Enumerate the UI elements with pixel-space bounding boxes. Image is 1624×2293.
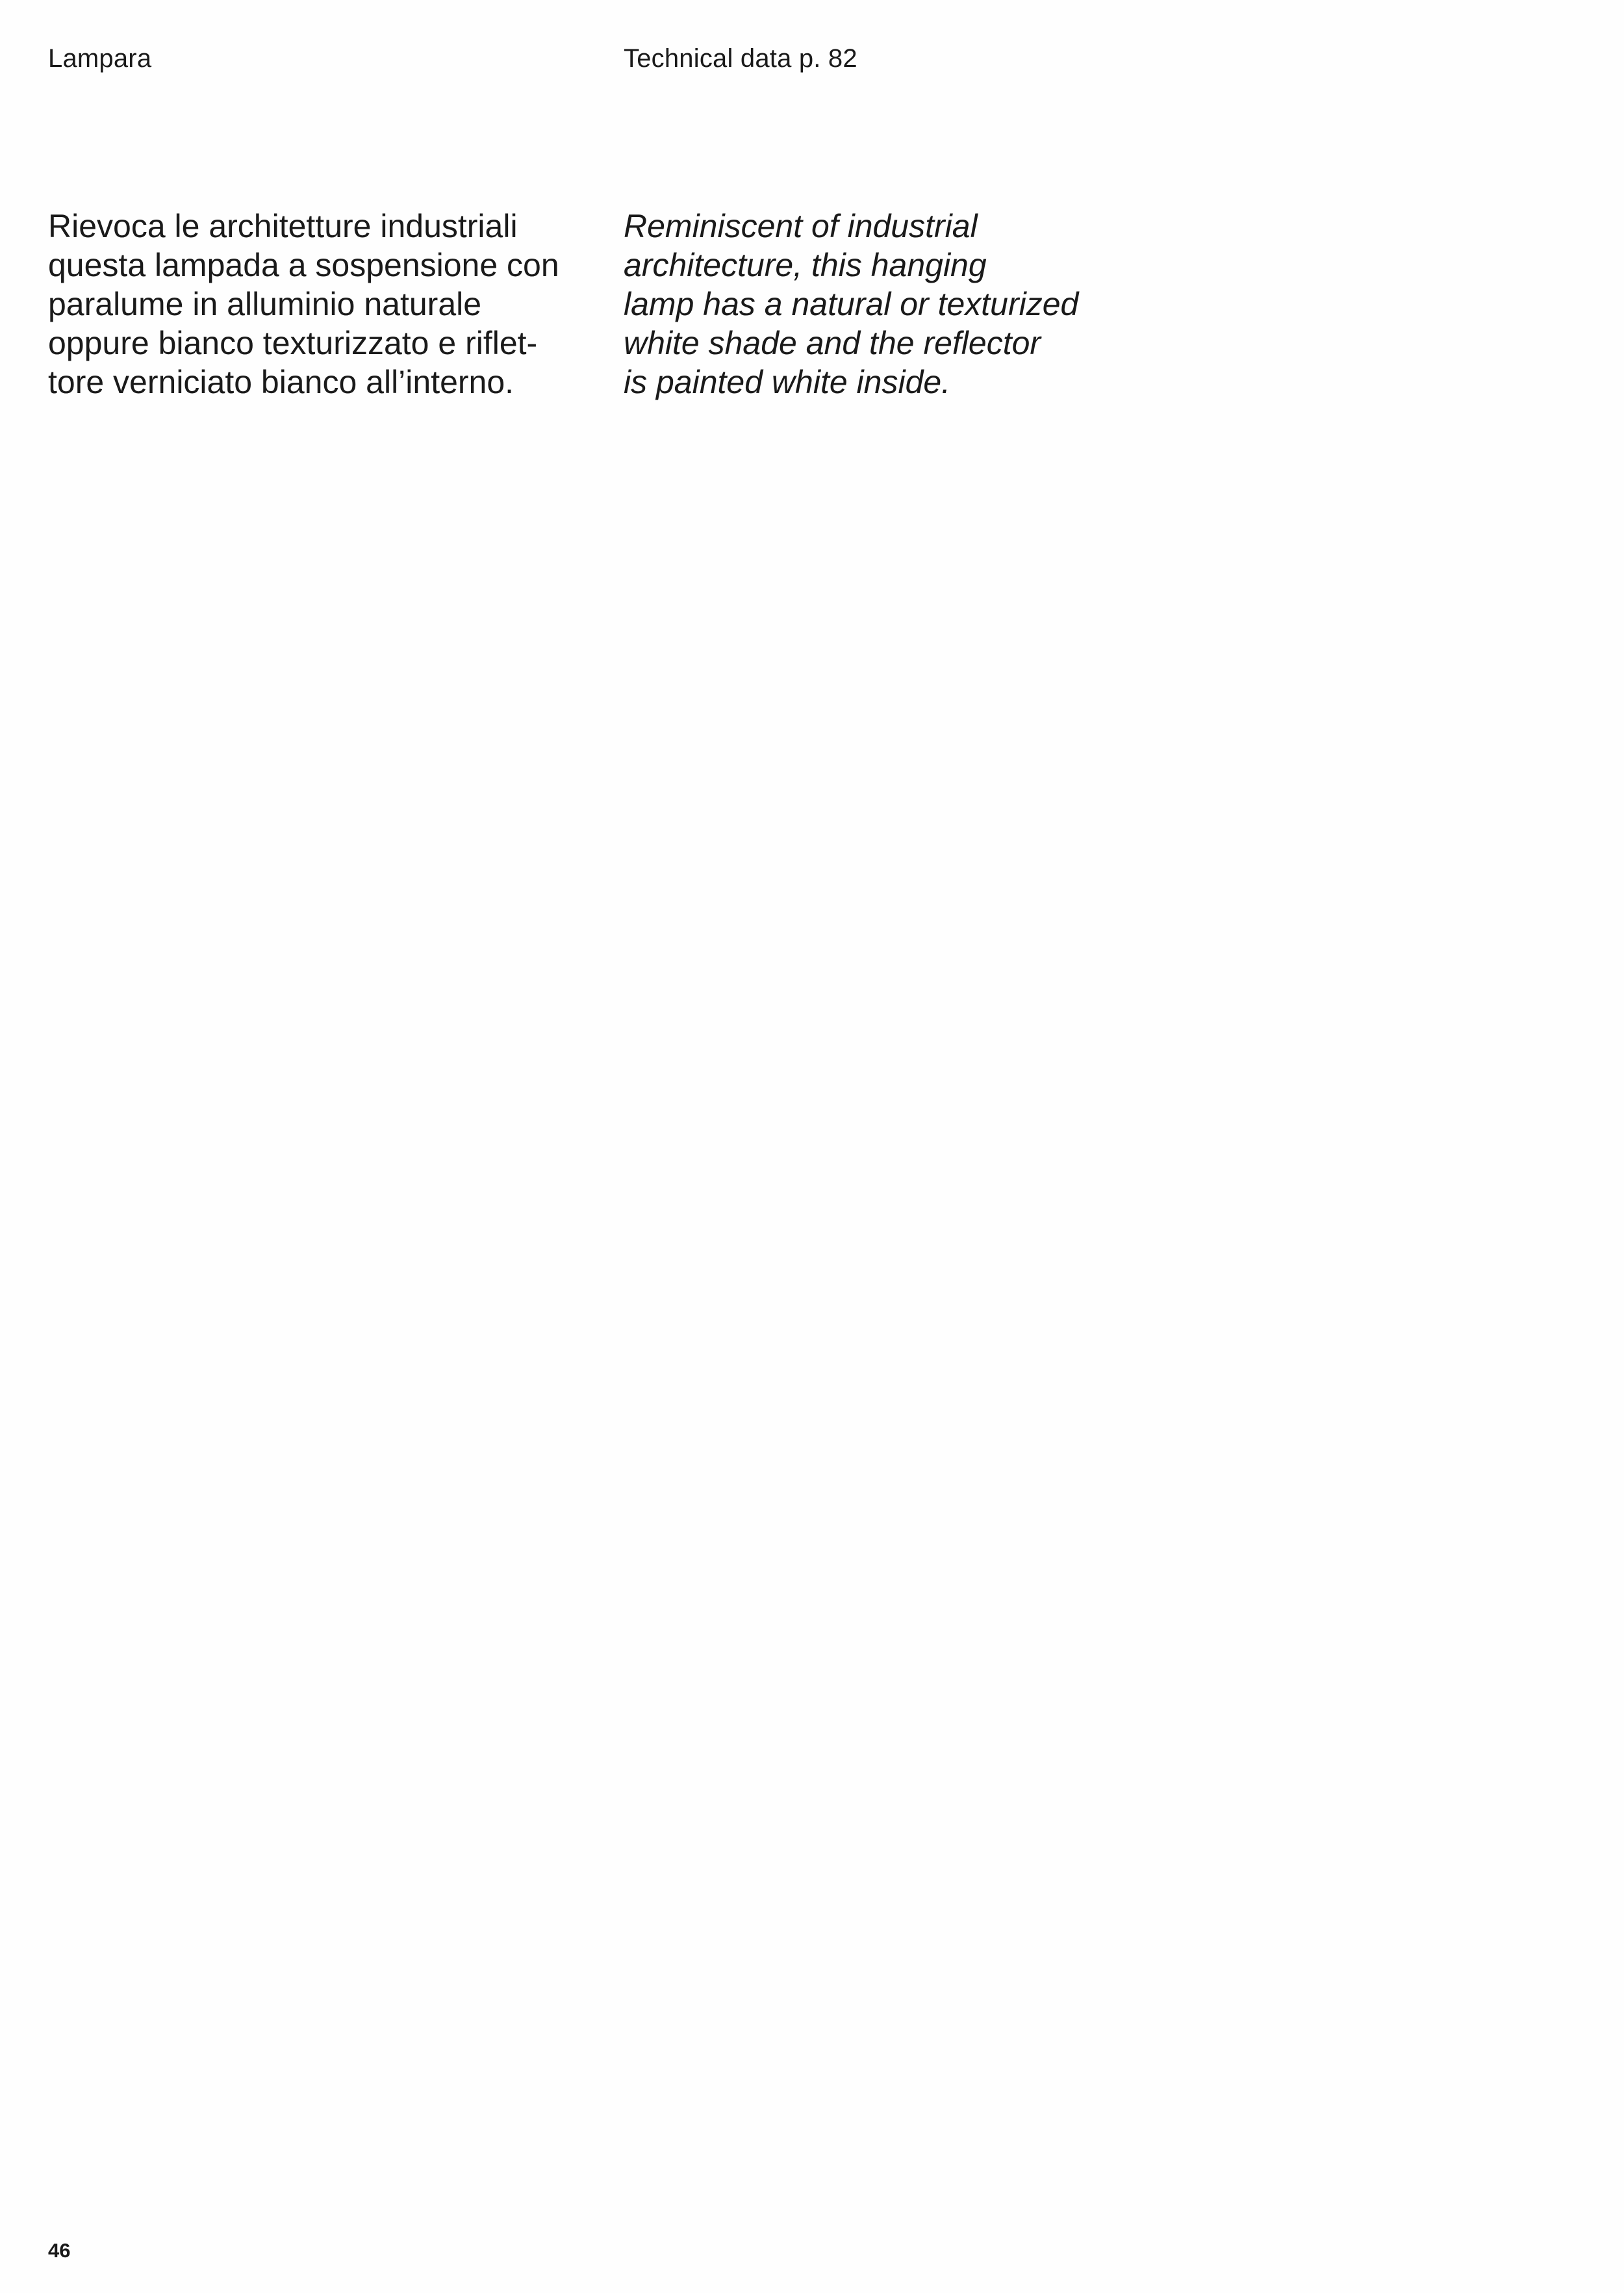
- english-description-line: architecture, this hanging: [624, 247, 987, 283]
- italian-description-line: paralume in alluminio naturale: [48, 286, 482, 322]
- italian-description-line: questa lampada a sospensione con: [48, 247, 559, 283]
- english-description-line: is painted white inside.: [624, 364, 951, 400]
- italian-description-line: Rievoca le architetture industriali: [48, 208, 518, 244]
- english-description: [624, 207, 1156, 402]
- italian-description-line: oppure bianco texturizzato e riflet-: [48, 325, 538, 361]
- product-name: Lampara: [48, 44, 152, 73]
- english-description-line: Reminiscent of industrial: [624, 208, 978, 244]
- technical-data-reference: Technical data p. 82: [624, 44, 857, 73]
- page-number: 46: [48, 2239, 71, 2262]
- italian-description-line: tore verniciato bianco all’interno.: [48, 364, 514, 400]
- italian-description: [48, 207, 600, 402]
- english-description-line: white shade and the reflector: [624, 325, 1041, 361]
- english-description-line: lamp has a natural or texturized: [624, 286, 1079, 322]
